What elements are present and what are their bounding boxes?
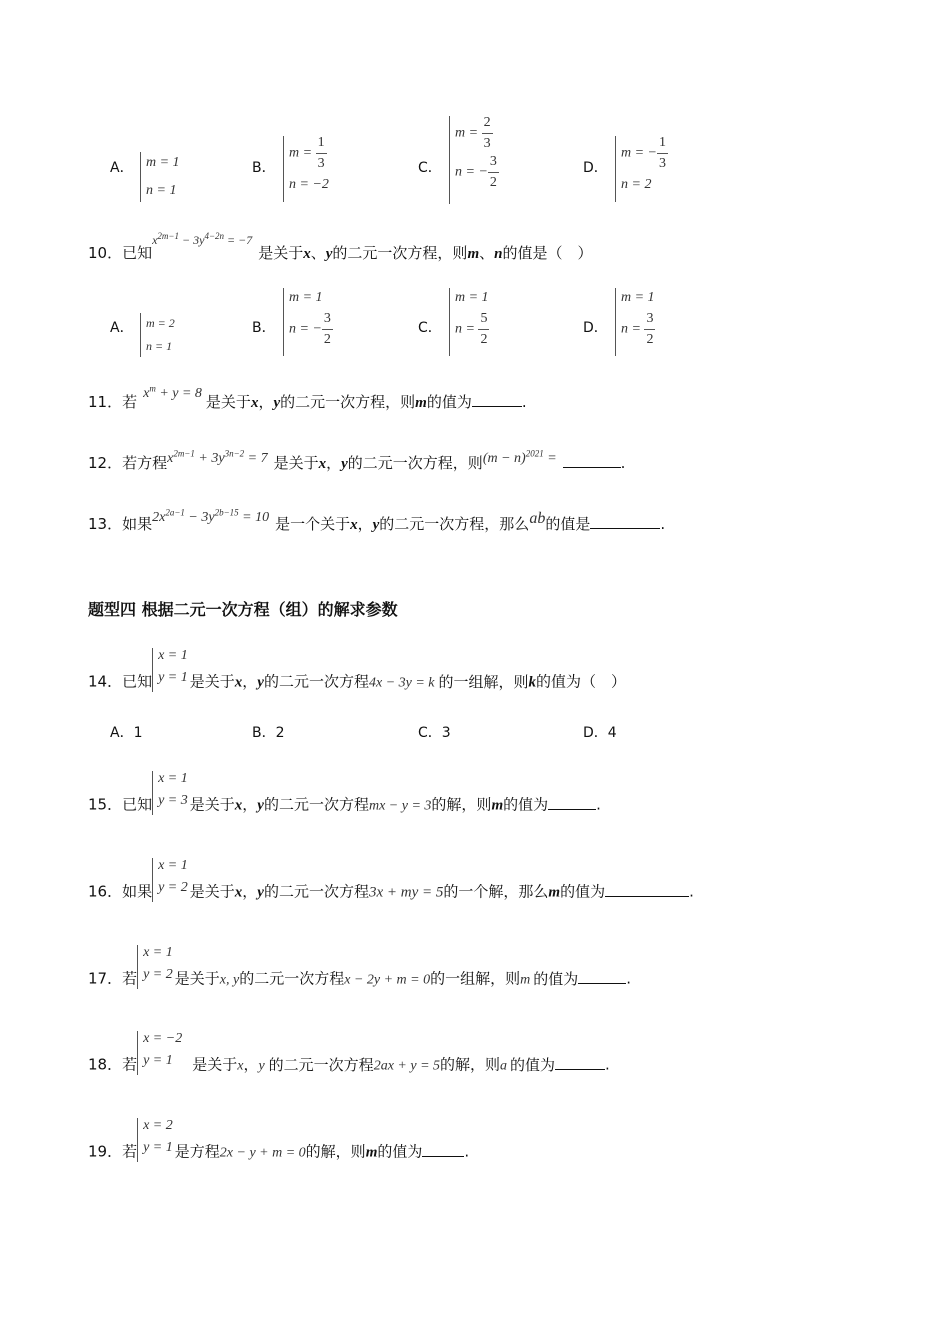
q19-answer-blank[interactable]	[422, 1144, 464, 1157]
q11-answer-blank[interactable]	[472, 394, 522, 407]
q9-option-c-label: C．	[418, 160, 442, 176]
q10-option-b-system: m = 1 n = − $\frac{3}{2}$	[283, 288, 333, 356]
q9-option-b-system: m = $\frac{1}{3}$ n = −2	[283, 136, 329, 202]
q12-expression: $(m - n)^{2021}$ =	[482, 448, 557, 466]
q11-stem: 11．若 $x^m + y = 8$ 是关于x，y的二元一次方程，则m的值为 .	[88, 383, 527, 411]
q10-option-a-system: m = 2 n = 1	[140, 313, 175, 357]
q13-equation: $2x^{2a-1} - 3y^{2b-15} = 10$	[152, 507, 270, 525]
q10-option-c-label[interactable]: C．	[418, 320, 442, 336]
q9-option-c-system: m = $\frac{2}{3}$ n = − $\frac{3}{2}$	[449, 116, 499, 204]
q9-option-d-label: D．	[583, 160, 608, 176]
q12-equation: $x^{2m-1} + 3y^{3n-2} = 7$	[167, 448, 268, 466]
q10-option-b-label[interactable]: B．	[252, 320, 276, 336]
q17-stem: 17．若 x = 1 y = 2 是关于x, y的二元一次方程x − 2y + m = 0的一组解，则m 的值为 .	[88, 945, 632, 988]
q9-option-a-system: m = 1 n = 1	[140, 152, 180, 202]
q13-stem: 13．如果$2x^{2a-1} - 3y^{2b-15} = 10$ 是一个关于x，y的二元一次方程，那么ab的值是 .	[88, 507, 666, 533]
q9-option-a-label: A．	[110, 160, 134, 176]
q10-option-c-system: m = 1 n = $\frac{5}{2}$	[449, 288, 489, 356]
q14-option-c[interactable]: C．3	[418, 725, 451, 741]
q12-answer-blank[interactable]	[563, 455, 621, 468]
q14-option-b[interactable]: B．2	[252, 725, 285, 741]
q16-answer-blank[interactable]	[605, 884, 689, 897]
q11-equation: $x^m + y = 8$	[143, 383, 202, 401]
q10-option-a-label[interactable]: A．	[110, 320, 134, 336]
q14-stem: 14．已知 x = 1 y = 1 是关于x，y的二元一次方程4x − 3y = k 的一组解，则k的值为（ ）	[88, 648, 627, 691]
q15-stem: 15．已知 x = 1 y = 3 是关于x，y的二元一次方程mx − y = 3的解，则m的值为 .	[88, 771, 601, 814]
section-heading: 题型四 根据二元一次方程（组）的解求参数	[88, 600, 398, 619]
q10-option-d-label[interactable]: D．	[583, 320, 608, 336]
q17-answer-blank[interactable]	[578, 971, 626, 984]
q13-answer-blank[interactable]	[590, 516, 660, 529]
q16-stem: 16．如果 x = 1 y = 2 是关于x，y的二元一次方程3x + my = 5的一个解，那么m的值为 .	[88, 858, 694, 901]
q14-option-d[interactable]: D．4	[583, 725, 617, 741]
q10-option-d-system: m = 1 n = $\frac{3}{2}$	[615, 288, 655, 356]
q10-stem: 10．已知$^{x^{2m-1} - 3y^{4-2n} = -7}$是关于x、y的二元一次方程，则m、n的值是（ ）	[88, 231, 593, 262]
q19-stem: 19．若 x = 2 y = 1 是方程2x − y + m = 0的解，则m的值为 .	[88, 1118, 470, 1161]
q12-stem: 12．若方程$x^{2m-1} + 3y^{3n-2} = 7$ 是关于x，y的二元一次方程，则$(m - n)^{2021}$ = .	[88, 448, 626, 472]
q18-stem: 18．若 x = −2 y = 1 是关于x，y 的二元一次方程2ax + y = 5的解，则a 的值为 .	[88, 1031, 610, 1074]
q15-answer-blank[interactable]	[548, 797, 596, 810]
q9-option-d-system: m = − $\frac{1}{3}$ n = 2	[615, 136, 668, 202]
q14-option-a[interactable]: A．1	[110, 725, 143, 741]
q18-answer-blank[interactable]	[555, 1057, 605, 1070]
q10-equation: x2m−1 − 3y4−2n = −7	[152, 231, 253, 247]
q9-option-b-label: B．	[252, 160, 276, 176]
